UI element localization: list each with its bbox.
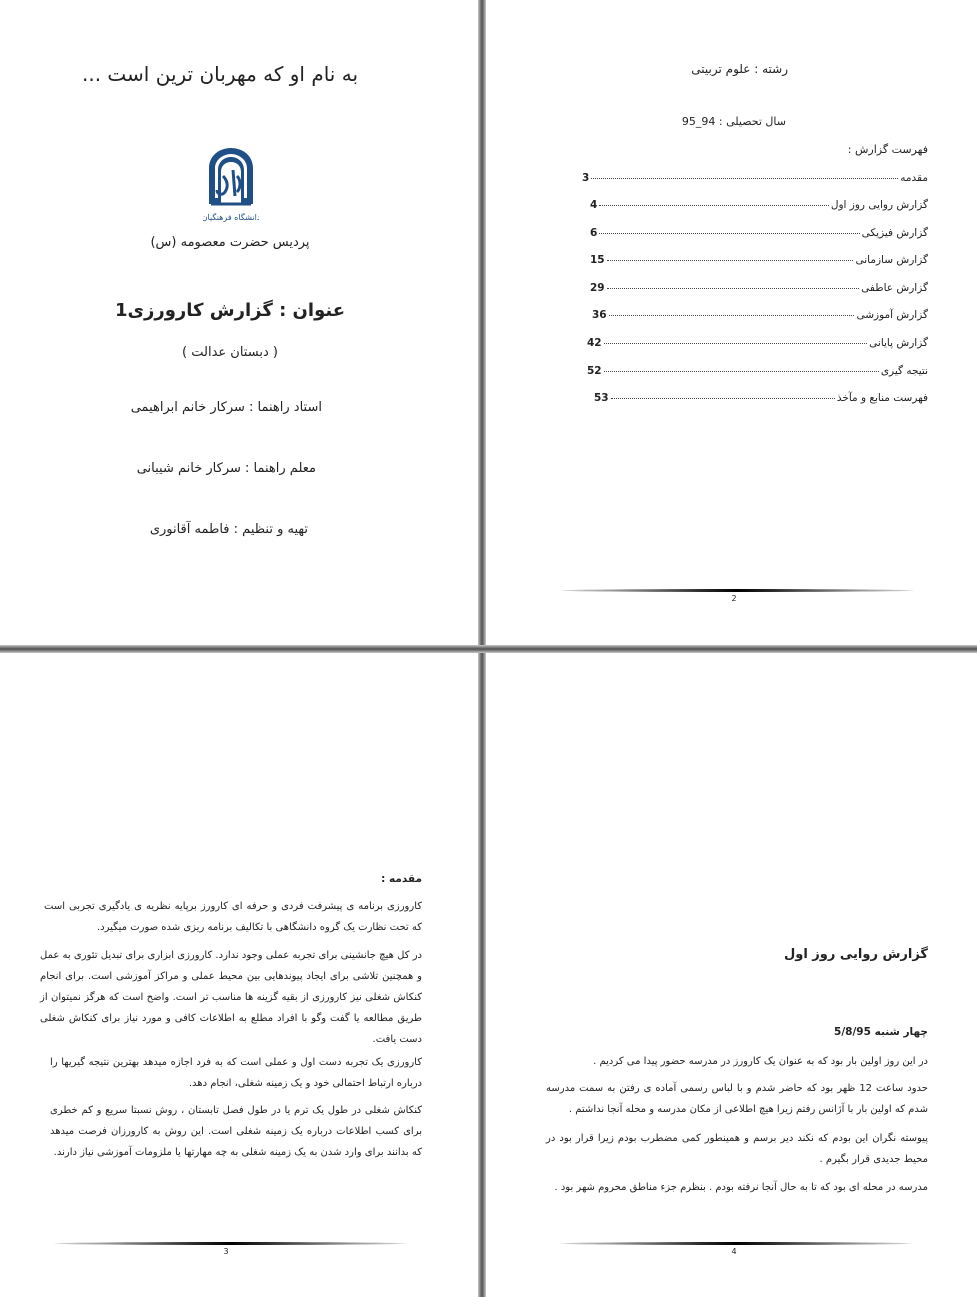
toc-entry-page: 3: [582, 172, 590, 184]
footer-rule: [54, 1242, 406, 1245]
toc-entry[interactable]: [592, 309, 928, 321]
toc-entry-page: 29: [590, 282, 605, 294]
toc-entry-page: 42: [587, 337, 602, 349]
toc-entry[interactable]: [582, 172, 928, 184]
section-heading: گزارش روایی روز اول: [783, 947, 928, 962]
toc-entry-page: 4: [590, 199, 598, 211]
academic-year-line: سال تحصیلی : 94_95: [681, 115, 786, 128]
toc-entry-page: 53: [594, 392, 609, 404]
toc-entry[interactable]: [587, 365, 928, 377]
footer-rule: [560, 589, 914, 592]
toc-entry[interactable]: [590, 227, 928, 239]
paragraph: کنکاش شغلی در طول یک ترم یا در طول فصل تابستان ، روش نسبتا سریع و کم خطری برای کسب اطلاعات درباره یک زمینه شغلی است. این روش به کارورزان فرصت میدهد که بدانند برای وارد شدن به یک زمینه شغلی به چه مهارتها یا ملزومات آموزشی نیاز دارند.: [50, 1105, 422, 1158]
page-1-cover: [0, 0, 478, 645]
campus-name: پردیس حضرت معصومه (س): [150, 235, 310, 250]
advisor-line: استاد راهنما : سرکار خانم ابراهیمی: [130, 400, 322, 415]
toc-entry-title: نتیجه گیری: [880, 365, 928, 377]
toc-entry-page: 36: [592, 309, 607, 321]
logo-caption: دانشگاه فرهنگیان: [203, 213, 259, 222]
paragraph: در کل هیچ جانشینی برای تجربه عملی وجود ندارد. کارورزی ابزاری برای تبدیل تئوری به عمل و همچنین تلاشی برای ایجاد پیوندهایی بین محیط عملی و مراکز آموزشی است. برای انجام کنکاش شغلی نیز کارورزی از بقیه گزینه ها مناسب تر است. واضح است که هرگز نمیتوان از طریق مطالعه یا گفت وگو با افراد مطلع به اطلاعات کافی و مورد نیاز برای کنکاش شغلی دست یافت.: [40, 950, 422, 1045]
report-date: چهار شنبه 5/8/95: [834, 1026, 928, 1038]
bismillah-line: به نام او که مهربان ترین است ...: [81, 62, 359, 86]
page-3-introduction: [0, 653, 478, 1297]
toc-entry[interactable]: [590, 199, 928, 211]
university-logo: [203, 146, 259, 226]
page-2-contents: [486, 0, 977, 645]
toc-entry-title: مقدمه: [900, 172, 928, 184]
page-number: 3: [223, 1247, 229, 1256]
paragraph: کارورزی برنامه ی پیشرفت فردی و حرفه ای کارورز برپایه نظریه ی یادگیری تجربی است که تحت نظارت یک گروه دانشگاهی با تکالیف برنامه ریزی شده صورت میگیرد.: [44, 901, 422, 933]
toc-entry[interactable]: [590, 254, 928, 266]
paragraph: حدود ساعت 12 ظهر بود که حاضر شدم و با لباس رسمی آماده ی رفتن به سمت مدرسه شدم که اولین بار با آژانس رفتم زیرا هیچ اطلاعی از مکان مدرسه و محله آنجا نداشتم .: [546, 1083, 928, 1115]
toc-entry-title: فهرست منابع و مآخذ: [836, 392, 928, 404]
major-line: رشته : علوم تربیتی: [691, 62, 788, 76]
page-number: 4: [731, 1247, 737, 1256]
toc-entry-title: گزارش پایانی: [869, 337, 928, 349]
paragraph: در این روز اولین بار بود که به عنوان یک کارورز در مدرسه حضور پیدا می کردیم .: [593, 1056, 928, 1067]
report-title: عنوان : گزارش کارورزی1: [114, 300, 346, 321]
paragraph: پیوسته نگران این بودم که نکند دیر برسم و همینطور کمی مضطرب بودم زیرا قرار بود در محیط جدیدی قرار بگیرم .: [546, 1133, 928, 1165]
prepared-by-line: تهیه و تنظیم : فاطمه آقانوری: [149, 522, 308, 537]
toc-entry-title: گزارش آموزشی: [856, 309, 928, 321]
section-heading: مقدمه :: [381, 873, 422, 885]
paragraph: مدرسه در محله ای بود که تا به حال آنجا نرفته بودم . بنظرم جزء مناطق محروم شهر بود .: [554, 1182, 928, 1193]
toc-entry-title: گزارش فیزیکی: [861, 227, 928, 239]
toc-entry[interactable]: [594, 392, 928, 404]
school-name: ( دبستان عدالت ): [182, 345, 278, 360]
teacher-line: معلم راهنما : سرکار خانم شیبانی: [136, 461, 316, 476]
toc-entry-title: گزارش سازمانی: [855, 254, 928, 266]
toc-entry[interactable]: [590, 282, 928, 294]
page-number: 2: [731, 594, 737, 603]
footer-rule: [560, 1242, 912, 1245]
page-divider-horizontal: [0, 645, 977, 653]
toc-entry-title: گزارش روایی روز اول: [830, 199, 928, 211]
paragraph: کارورزی یک تجربه دست اول و عملی است که به فرد اجازه میدهد بهترین نتیجه گیریها را درباره ارتباط احتمالی خود و یک زمینه شغلی، انجام دهد.: [50, 1057, 422, 1089]
toc-entry-page: 6: [590, 227, 598, 239]
page-4-first-day-report: [486, 653, 977, 1297]
toc-entry-title: گزارش عاطفی: [861, 282, 928, 294]
toc-entry-page: 52: [587, 365, 602, 377]
toc-entry[interactable]: [587, 337, 928, 349]
toc-heading: فهرست گزارش :: [847, 143, 928, 156]
toc-entry-page: 15: [590, 254, 605, 266]
